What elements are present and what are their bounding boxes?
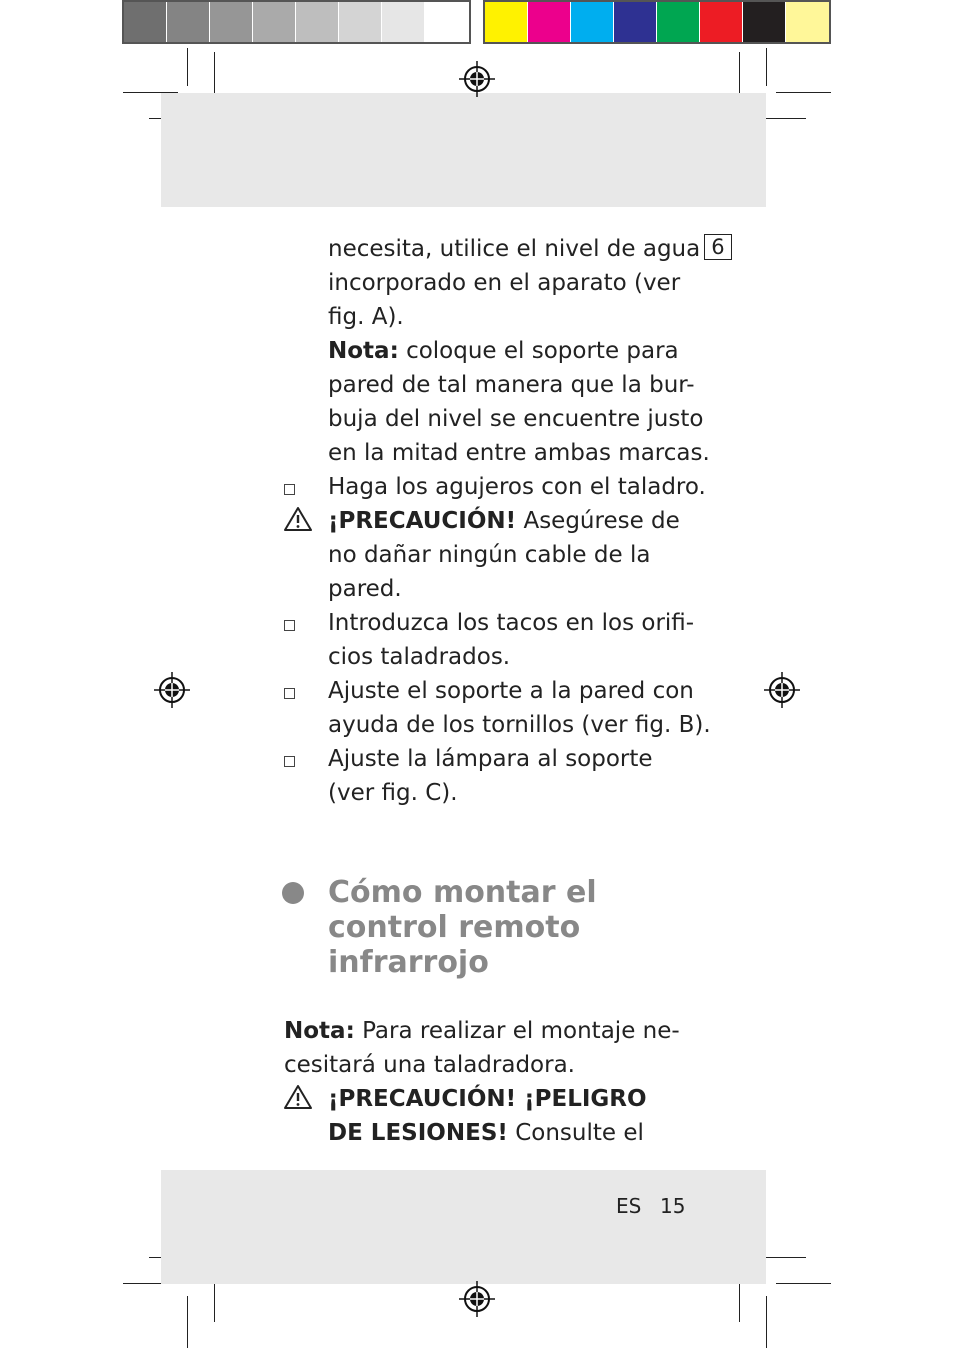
warning-line: no dañar ningún cable de la — [328, 542, 651, 568]
section-heading: control remoto — [328, 910, 581, 945]
warning-label: DE LESIONES! — [328, 1120, 508, 1146]
registration-mark-icon — [154, 672, 190, 708]
reference-number: 6 — [704, 234, 731, 260]
registration-mark-icon — [764, 672, 800, 708]
note-line: pared de tal manera que la bur- — [328, 372, 695, 398]
color-bar-frame — [483, 0, 831, 44]
section-heading: infrarrojo — [328, 945, 489, 980]
registration-mark-icon — [459, 1281, 495, 1317]
paragraph-line — [328, 232, 732, 266]
paragraph-text: necesita, utilice el nivel de agua — [328, 236, 701, 262]
note-line — [284, 1014, 680, 1048]
step-line: Ajuste la lámpara al soporte — [328, 746, 653, 772]
note-line: buja del nivel se encuentre justo — [328, 406, 704, 432]
note-line — [328, 334, 679, 368]
note-text: Para realizar el montaje ne- — [362, 1018, 680, 1044]
step-line: Ajuste el soporte a la pared con — [328, 678, 694, 704]
paragraph-line: fig. A). — [328, 304, 404, 330]
step-line: cios taladrados. — [328, 644, 511, 670]
heading-bullet-icon — [282, 882, 304, 904]
note-line: cesitará una taladradora. — [284, 1052, 575, 1078]
step-line: (ver fig. C). — [328, 780, 458, 806]
note-text: coloque el soporte para — [406, 338, 679, 364]
language-code: ES — [616, 1194, 642, 1218]
footer-panel — [161, 1170, 766, 1284]
checkbox-bullet — [284, 620, 295, 631]
warning-line: ¡PRECAUCIÓN! ¡PELIGRO — [328, 1086, 647, 1112]
gray-bar-frame — [122, 0, 471, 44]
step-line: Introduzca los tacos en los orifi- — [328, 610, 695, 636]
step-line: ayuda de los tornillos (ver fig. B). — [328, 712, 711, 738]
warning-icon — [283, 506, 313, 532]
checkbox-bullet — [284, 688, 295, 699]
note-label: Nota: — [284, 1018, 355, 1044]
warning-text: Asegúrese de — [523, 508, 680, 534]
registration-mark-icon — [459, 61, 495, 97]
checkbox-bullet — [284, 756, 295, 767]
paragraph-line: incorporado en el aparato (ver — [328, 270, 681, 296]
warning-line — [328, 504, 680, 538]
header-panel — [161, 93, 766, 207]
note-line: en la mitad entre ambas marcas. — [328, 440, 710, 466]
checkbox-bullet — [284, 484, 295, 495]
warning-icon — [283, 1084, 313, 1110]
warning-line — [328, 1116, 644, 1150]
warning-label: ¡PRECAUCIÓN! — [328, 508, 517, 534]
warning-text: Consulte el — [515, 1120, 644, 1146]
page-number: 15 — [660, 1194, 686, 1218]
note-label: Nota: — [328, 338, 399, 364]
step-line: Haga los agujeros con el taladro. — [328, 474, 706, 500]
warning-line: pared. — [328, 576, 402, 602]
section-heading: Cómo montar el — [328, 875, 597, 910]
